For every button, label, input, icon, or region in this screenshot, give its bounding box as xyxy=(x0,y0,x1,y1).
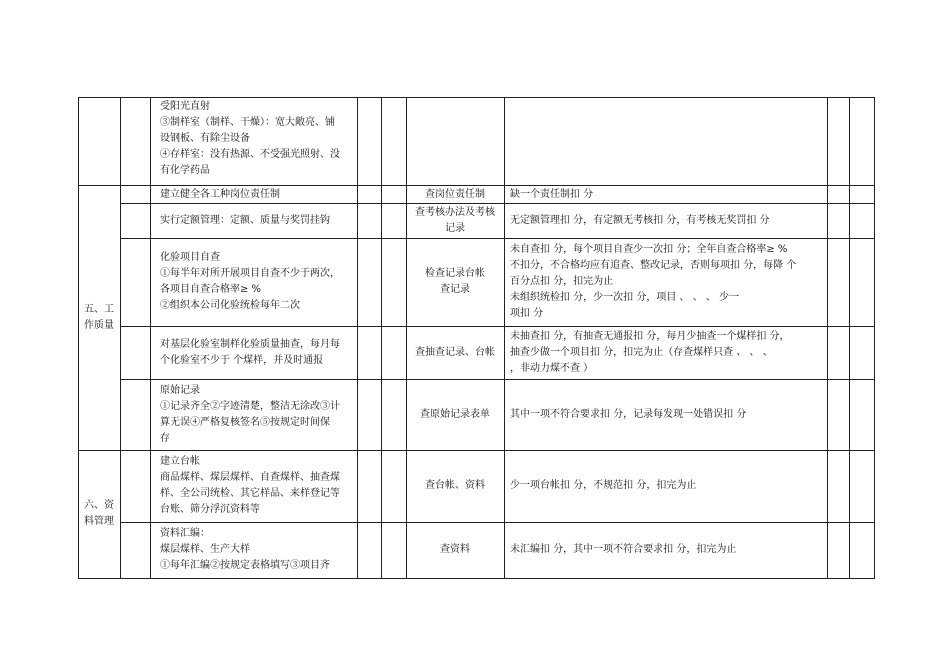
check-method xyxy=(409,205,501,237)
deduction-rule-line: 百分点扣 分，扣完为止 xyxy=(510,276,614,287)
deduction-rule xyxy=(510,542,824,558)
standard-text-line: 化验项目自查 xyxy=(160,252,220,263)
category-label xyxy=(80,498,118,530)
standard-text-line: 煤层煤样、生产大样 xyxy=(160,544,250,555)
standard-text xyxy=(160,454,354,518)
check-method-line: 记录 xyxy=(445,223,465,234)
table-rule-horizontal xyxy=(120,203,875,204)
deduction-rule xyxy=(510,329,824,377)
standard-text-line: ②组织本公司化验统检每年二次 xyxy=(160,300,300,311)
table-rule-vertical xyxy=(504,97,505,579)
standard-text-line: 受阳光直射 xyxy=(160,101,210,112)
standard-text-line: 实行定额管理：定额、质量与奖罚挂钩 xyxy=(160,214,330,226)
check-method-line: 查资料 xyxy=(440,544,470,555)
deduction-rule-line: 少一项台帐扣 分，不规范扣 分，扣完为止 xyxy=(510,480,697,491)
standard-text xyxy=(160,187,354,203)
deduction-rule xyxy=(510,187,824,203)
check-method-line: 查抽查记录、台帐 xyxy=(415,346,495,358)
standard-text-line: ④存样室：没有热源、不受强光照射、没 xyxy=(160,149,340,160)
category-label-line: 作质量 xyxy=(84,319,114,331)
deduction-rule-line: 未汇编扣 分，其中一项不符合要求扣 分，扣完为止 xyxy=(510,544,737,555)
table-rule-horizontal xyxy=(78,185,875,186)
table-rule-horizontal xyxy=(78,97,875,98)
standard-text-line: 对基层化验室制样化验质量抽查，每月每 xyxy=(160,338,340,350)
category-label-line: 六、资 xyxy=(84,500,114,511)
deduction-rule xyxy=(510,213,824,229)
deduction-rule-line: 缺一个责任制扣 分 xyxy=(510,189,594,200)
table-rule-vertical xyxy=(406,97,407,579)
check-method-line: 查台帐、资料 xyxy=(425,480,485,491)
standard-text-line: 样、全公司统检、其它样品、来样登记等 xyxy=(160,488,340,499)
category-label-line: 料管理 xyxy=(84,516,114,527)
standard-text-line: 各项目自查合格率≥ % xyxy=(160,284,262,295)
table-rule-vertical xyxy=(78,97,79,579)
table-rule-horizontal xyxy=(120,522,875,523)
deduction-rule-line: ，非动力煤不查 ） xyxy=(510,362,594,374)
standard-text-line: 原始记录 xyxy=(160,384,200,396)
table-rule-vertical xyxy=(150,97,151,579)
standard-text-line: ①记录齐全②字迹清楚，整洁无涂改③计 xyxy=(160,400,340,412)
check-method-line: 检查记录台帐 xyxy=(425,268,485,279)
standard-text xyxy=(160,383,354,447)
deduction-rule xyxy=(510,407,824,423)
standard-text xyxy=(160,337,354,369)
check-method-line: 查原始记录表单 xyxy=(420,408,490,420)
table-rule-vertical xyxy=(120,97,121,579)
table-rule-vertical xyxy=(874,97,875,579)
deduction-rule-line: 无定额管理扣 分，有定额无考核扣 分，有考核无奖罚扣 分 xyxy=(510,214,770,226)
standard-text xyxy=(160,213,354,229)
standard-text-line: 存 xyxy=(160,432,170,444)
table-rule-vertical xyxy=(381,97,382,579)
deduction-rule-line: 不扣分，不合格均应有追查、整改记录，否则每项扣 分，每降 个 xyxy=(510,260,797,271)
category-label xyxy=(80,302,118,334)
check-method-line: 查岗位责任制 xyxy=(425,189,485,200)
table-rule-horizontal xyxy=(120,238,875,239)
standard-text xyxy=(160,250,354,314)
standard-text-line: ①每半年对所开展项目自查不少于两次， xyxy=(160,268,340,279)
standard-text xyxy=(160,526,354,574)
table-rule-horizontal xyxy=(120,326,875,327)
check-method-line: 查记录 xyxy=(440,284,470,295)
standard-text-line: 建立健全各工种岗位责任制 xyxy=(160,189,280,200)
table-rule-vertical xyxy=(827,97,828,579)
standard-text-line: 商品煤样、煤层煤样、自查煤样、抽查煤 xyxy=(160,472,340,483)
table-rule-horizontal xyxy=(78,578,875,579)
standard-text-line: 算无误④严格复核签名⑤按规定时间保 xyxy=(160,416,330,428)
standard-text-line: ③制样室（制样、干燥）：宽大敞亮、铺 xyxy=(160,117,335,128)
standard-text-line: 台账、筛分浮沉资料等 xyxy=(160,504,260,515)
standard-text-line: 建立台帐 xyxy=(160,456,200,467)
standard-text-line: 设钢板、有除尘设备 xyxy=(160,133,250,144)
check-method-line: 查考核办法及考核 xyxy=(415,207,495,218)
standard-text-line: ①每年汇编②按规定表格填写③项目齐 xyxy=(160,560,330,571)
check-method xyxy=(409,542,501,558)
standard-text xyxy=(160,99,354,179)
table-rule-vertical xyxy=(357,97,358,579)
check-method xyxy=(409,187,501,203)
check-method xyxy=(409,345,501,361)
deduction-rule-line: 项扣 分 xyxy=(510,308,544,319)
check-method xyxy=(409,407,501,423)
standard-text-line: 资料汇编： xyxy=(160,528,210,539)
deduction-rule-line: 其中一项不符合要求扣 分，记录每发现一处错误扣 分 xyxy=(510,408,747,420)
standard-text-line: 有化学药品 xyxy=(160,165,210,176)
deduction-rule-line: 未抽查扣 分，有抽查无通报扣 分，每月少抽查一个煤样扣 分， xyxy=(510,330,790,342)
deduction-rule-line: 抽查少做一个项目扣 分，扣完为止（存查煤样只查 、 、 、 xyxy=(510,346,773,358)
check-method xyxy=(409,478,501,494)
table-rule-horizontal xyxy=(78,450,875,451)
deduction-rule-line: 未自查扣 分，每个项目自查少一次扣 分；全年自查合格率≥ % xyxy=(510,244,788,255)
standard-text-line: 个化验室不少于 个煤样，并及时通报 xyxy=(160,354,324,366)
table-rule-horizontal xyxy=(120,379,875,380)
deduction-rule xyxy=(510,242,824,322)
deduction-rule xyxy=(510,478,824,494)
table-rule-vertical xyxy=(849,97,850,579)
category-label-line: 五、工 xyxy=(84,303,114,315)
check-method xyxy=(409,266,501,298)
deduction-rule-line: 未组织统检扣 分，少一次扣 分，项目 、 、 、 少一 xyxy=(510,292,740,303)
